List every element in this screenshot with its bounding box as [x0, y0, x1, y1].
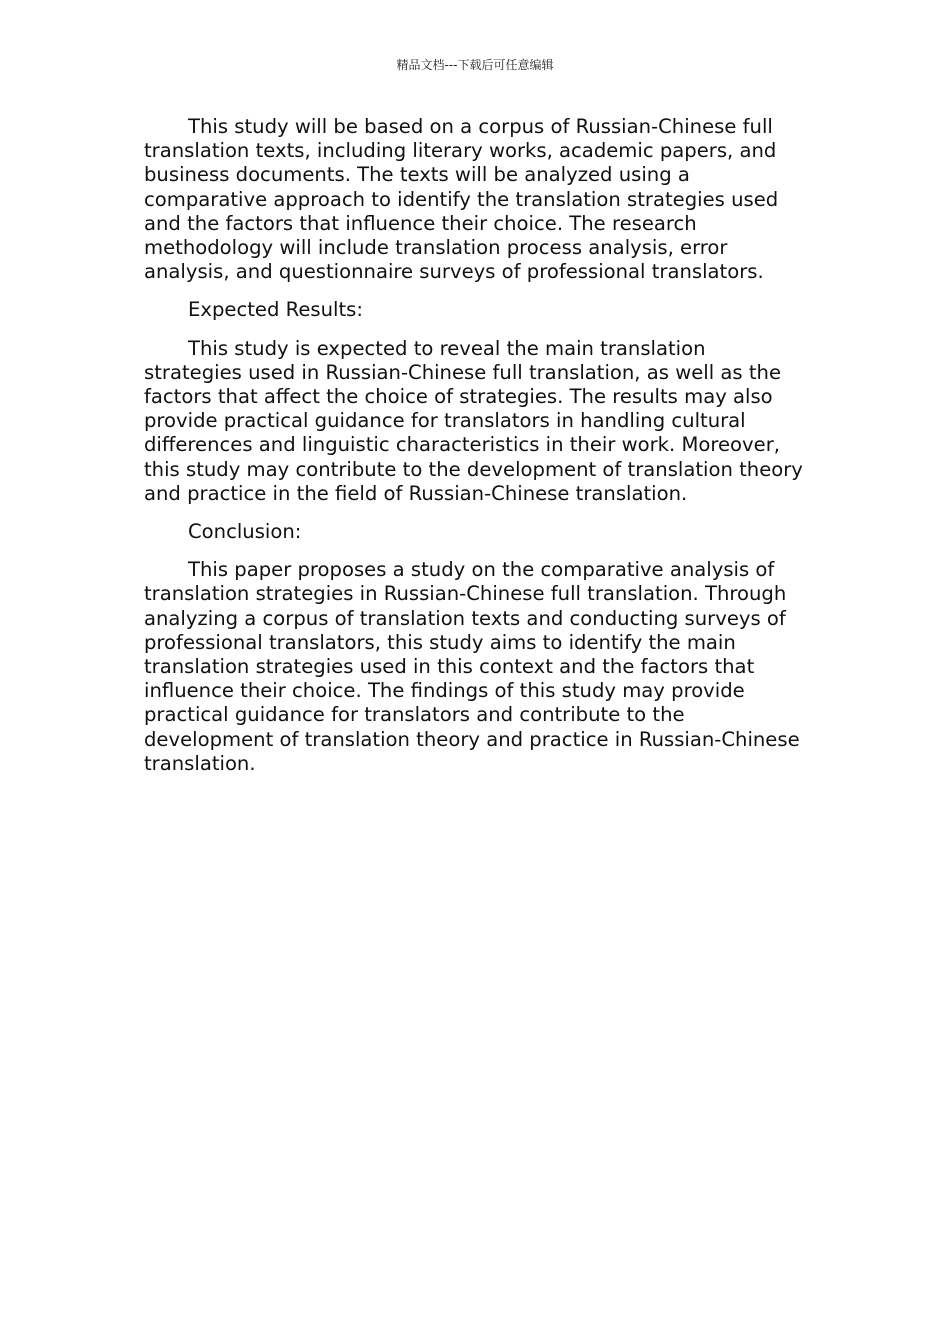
paragraph-methodology: This study will be based on a corpus of Russian-Chinese full translation texts, including literary works, academic papers, and business documents. The texts will be analyzed using a comparative approach to identify the translation strategies used and the factors that influence their choice. The research methodology will include translation process analysis, error analysis, and questionnaire surveys of professional translators. [144, 115, 779, 284]
header-note: 精品文档---下载后可任意编辑 [396, 58, 554, 72]
document-body [144, 115, 806, 790]
paragraph-conclusion: This paper proposes a study on the comparative analysis of translation strategies in Russian-Chinese full translation. Through analyzing a corpus of translation texts and conducting surveys of professional translators, this study aims to identify the main translation strategies used in this context and the factors that influence their choice. The findings of this study may provide practical guidance for translators and contribute to the development of translation theory and practice in Russian-Chinese translation. [144, 558, 800, 775]
heading-conclusion: Conclusion: [188, 520, 302, 544]
heading-expected-results: Expected Results: [188, 298, 363, 322]
paragraph-expected-results: This study is expected to reveal the main translation strategies used in Russian-Chinese full translation, as well as the factors that affect the choice of strategies. The results may also provide practical guidance for translators in handling cultural differences and linguistic characteristics in their work. Moreover, this study may contribute to the development of translation theory and practice in the field of Russian-Chinese translation. [144, 336, 803, 505]
